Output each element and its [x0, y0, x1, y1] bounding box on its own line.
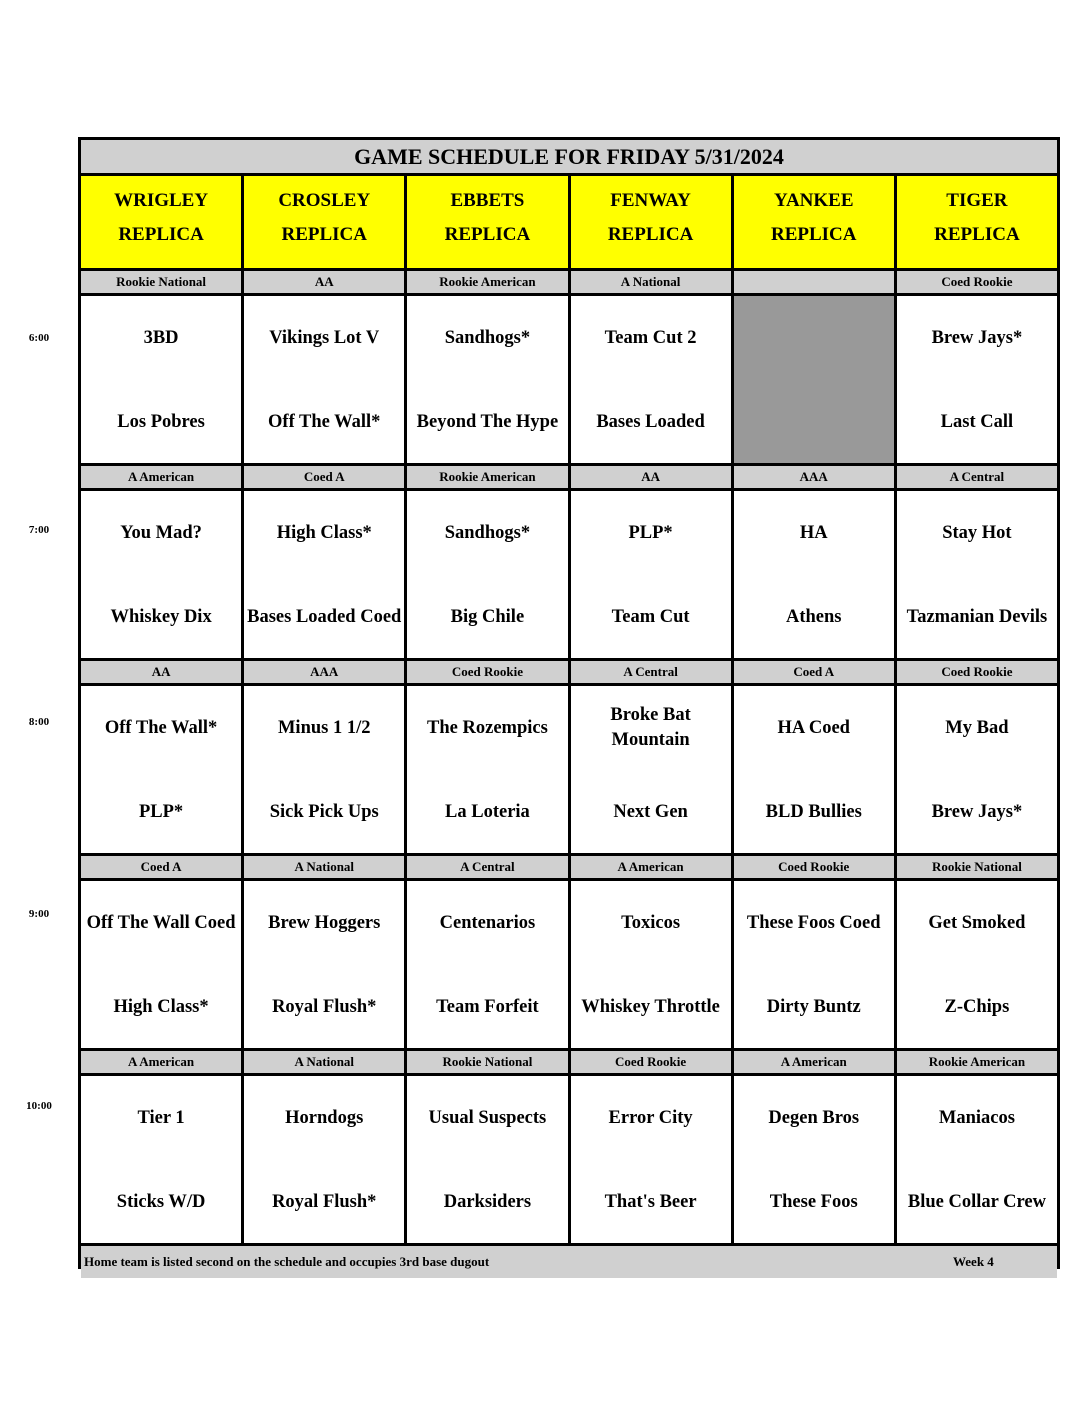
game-cell	[244, 296, 404, 463]
home-team: Beyond The Hype	[416, 411, 559, 432]
game-cell	[734, 881, 894, 1048]
field-subtitle: REPLICA	[118, 224, 204, 245]
game-cell	[81, 686, 241, 853]
game-cell	[571, 686, 731, 853]
game-cell	[734, 686, 894, 853]
away-team: High Class*	[276, 522, 372, 543]
home-team: Bases Loaded	[596, 411, 705, 432]
division-label: Rookie American	[407, 466, 567, 488]
home-team: Z-Chips	[944, 996, 1010, 1017]
division-label: AAA	[734, 466, 894, 488]
division-label: A American	[571, 856, 731, 878]
division-label: A American	[81, 466, 241, 488]
game-cell	[571, 881, 731, 1048]
division-label: Coed A	[244, 466, 404, 488]
home-team: That's Beer	[604, 1191, 697, 1212]
home-team: Royal Flush*	[272, 996, 377, 1017]
game-cell	[407, 491, 567, 658]
division-label: Coed A	[734, 661, 894, 683]
game-cell	[407, 686, 567, 853]
division-label: AAA	[244, 661, 404, 683]
home-team: Team Cut	[611, 606, 690, 627]
division-label: A American	[81, 1051, 241, 1073]
away-team: My Bad	[945, 717, 1009, 738]
game-cell	[244, 686, 404, 853]
game-cell	[407, 881, 567, 1048]
field-subtitle: REPLICA	[934, 224, 1020, 245]
division-label: A Central	[407, 856, 567, 878]
field-name: WRIGLEY	[114, 190, 209, 211]
field-name: EBBETS	[450, 190, 525, 211]
home-team: Sticks W/D	[116, 1191, 206, 1212]
field-header	[244, 176, 404, 268]
division-label: A National	[244, 1051, 404, 1073]
field-subtitle: REPLICA	[607, 224, 694, 245]
division-label: Coed Rookie	[571, 1051, 731, 1073]
game-cell	[897, 296, 1057, 463]
home-team: Team Forfeit	[436, 996, 539, 1017]
division-label: Rookie American	[897, 1051, 1057, 1073]
division-label: A National	[244, 856, 404, 878]
game-cell-empty	[734, 296, 894, 463]
away-team: Degen Bros	[768, 1107, 860, 1128]
away-team: Stay Hot	[942, 522, 1012, 543]
game-cell	[897, 881, 1057, 1048]
division-label: AA	[571, 466, 731, 488]
game-cell	[81, 881, 241, 1048]
home-team-note: Home team is listed second on the schedule and occupies 3rd base dugout	[84, 1254, 490, 1269]
home-team: These Foos	[769, 1191, 858, 1212]
away-team: HA Coed	[777, 717, 850, 738]
home-team: Tazmanian Devils	[906, 606, 1048, 627]
week-label: Week 4	[953, 1254, 994, 1269]
division-label: A Central	[571, 661, 731, 683]
field-subtitle: REPLICA	[281, 224, 367, 245]
home-team: Los Pobres	[117, 411, 205, 432]
home-team: Bases Loaded Coed	[247, 606, 402, 627]
field-name: FENWAY	[610, 190, 691, 211]
home-team: Royal Flush*	[272, 1191, 377, 1212]
field-name: TIGER	[946, 190, 1008, 211]
field-subtitle: REPLICA	[444, 224, 531, 245]
game-cell	[244, 491, 404, 658]
game-cell	[81, 1076, 241, 1243]
schedule-table	[78, 137, 1060, 1269]
away-team: Horndogs	[285, 1107, 364, 1128]
home-team: Sick Pick Ups	[269, 801, 379, 822]
field-name: CROSLEY	[278, 190, 371, 211]
game-cell	[244, 881, 404, 1048]
away-team: The Rozempics	[427, 717, 548, 738]
division-label: AA	[81, 661, 241, 683]
division-label: A National	[571, 271, 731, 293]
time-label: 8:00	[28, 716, 50, 728]
away-team: Centenarios	[439, 912, 536, 933]
home-team: BLD Bullies	[765, 801, 862, 822]
time-label: 9:00	[28, 908, 50, 920]
away-team: Error City	[608, 1107, 693, 1128]
away-team: Tier 1	[137, 1107, 185, 1128]
game-cell	[571, 491, 731, 658]
away-team: 3BD	[143, 327, 179, 348]
home-team: PLP*	[138, 801, 184, 822]
home-team: Next Gen	[613, 801, 688, 822]
division-label: Rookie National	[407, 1051, 567, 1073]
away-team: Sandhogs*	[444, 327, 531, 348]
field-subtitle: REPLICA	[770, 224, 857, 245]
game-cell	[81, 491, 241, 658]
division-label: AA	[244, 271, 404, 293]
division-label: Coed A	[81, 856, 241, 878]
game-cell	[897, 491, 1057, 658]
away-team: PLP*	[628, 522, 673, 543]
division-label: A Central	[897, 466, 1057, 488]
division-label: Coed Rookie	[897, 661, 1057, 683]
home-team: Athens	[785, 606, 842, 627]
away-team: Toxicos	[621, 912, 681, 933]
home-team: Dirty Buntz	[766, 996, 861, 1017]
away-team: These Foos Coed	[746, 912, 881, 933]
field-header	[81, 176, 241, 268]
division-label: Rookie National	[81, 271, 241, 293]
time-label: 7:00	[28, 524, 50, 536]
away-team: Minus 1 1/2	[277, 717, 371, 738]
division-label: Coed Rookie	[407, 661, 567, 683]
away-team: Broke Bat Mountain	[610, 705, 691, 750]
game-cell	[571, 1076, 731, 1243]
away-team: Sandhogs*	[444, 522, 531, 543]
away-team: Off The Wall Coed	[86, 912, 236, 933]
time-label: 6:00	[28, 332, 50, 344]
game-cell	[897, 686, 1057, 853]
away-team: Off The Wall*	[104, 717, 218, 738]
home-team: Last Call	[940, 411, 1014, 432]
game-cell	[244, 1076, 404, 1243]
game-cell	[407, 1076, 567, 1243]
away-team: Team Cut 2	[604, 327, 697, 348]
game-cell	[81, 296, 241, 463]
game-cell	[734, 1076, 894, 1243]
game-cell	[897, 1076, 1057, 1243]
time-column	[0, 0, 78, 1408]
field-name: YANKEE	[773, 190, 854, 211]
division-label: Rookie American	[407, 271, 567, 293]
home-team: Brew Jays*	[931, 801, 1023, 822]
schedule-title: GAME SCHEDULE FOR FRIDAY 5/31/2024	[81, 140, 1057, 173]
division-label: Coed Rookie	[897, 271, 1057, 293]
away-team: Usual Suspects	[428, 1107, 547, 1128]
away-team: Vikings Lot V	[269, 327, 380, 348]
field-header	[407, 176, 567, 268]
game-cell	[734, 491, 894, 658]
home-team: Off The Wall*	[268, 411, 381, 432]
away-team: Maniacos	[938, 1107, 1015, 1128]
away-team: Brew Hoggers	[268, 912, 381, 933]
away-team: You Mad?	[120, 522, 202, 543]
home-team: Whiskey Throttle	[581, 996, 720, 1017]
home-team: Blue Collar Crew	[907, 1191, 1046, 1212]
field-header	[571, 176, 731, 268]
division-label	[734, 271, 894, 293]
home-team: La Loteria	[445, 801, 530, 822]
division-label: A American	[734, 1051, 894, 1073]
away-team: HA	[799, 522, 828, 543]
home-team: Darksiders	[443, 1191, 532, 1212]
home-team: High Class*	[113, 996, 209, 1017]
game-cell	[407, 296, 567, 463]
away-team: Brew Jays*	[931, 327, 1023, 348]
home-team: Whiskey Dix	[110, 606, 212, 627]
time-label: 10:00	[26, 1100, 52, 1112]
field-header	[734, 176, 894, 268]
home-team: Big Chile	[450, 606, 525, 627]
game-cell	[571, 296, 731, 463]
division-label: Coed Rookie	[734, 856, 894, 878]
division-label: Rookie National	[897, 856, 1057, 878]
field-header	[897, 176, 1057, 268]
schedule-footer	[81, 1246, 1057, 1278]
away-team: Get Smoked	[928, 912, 1026, 933]
